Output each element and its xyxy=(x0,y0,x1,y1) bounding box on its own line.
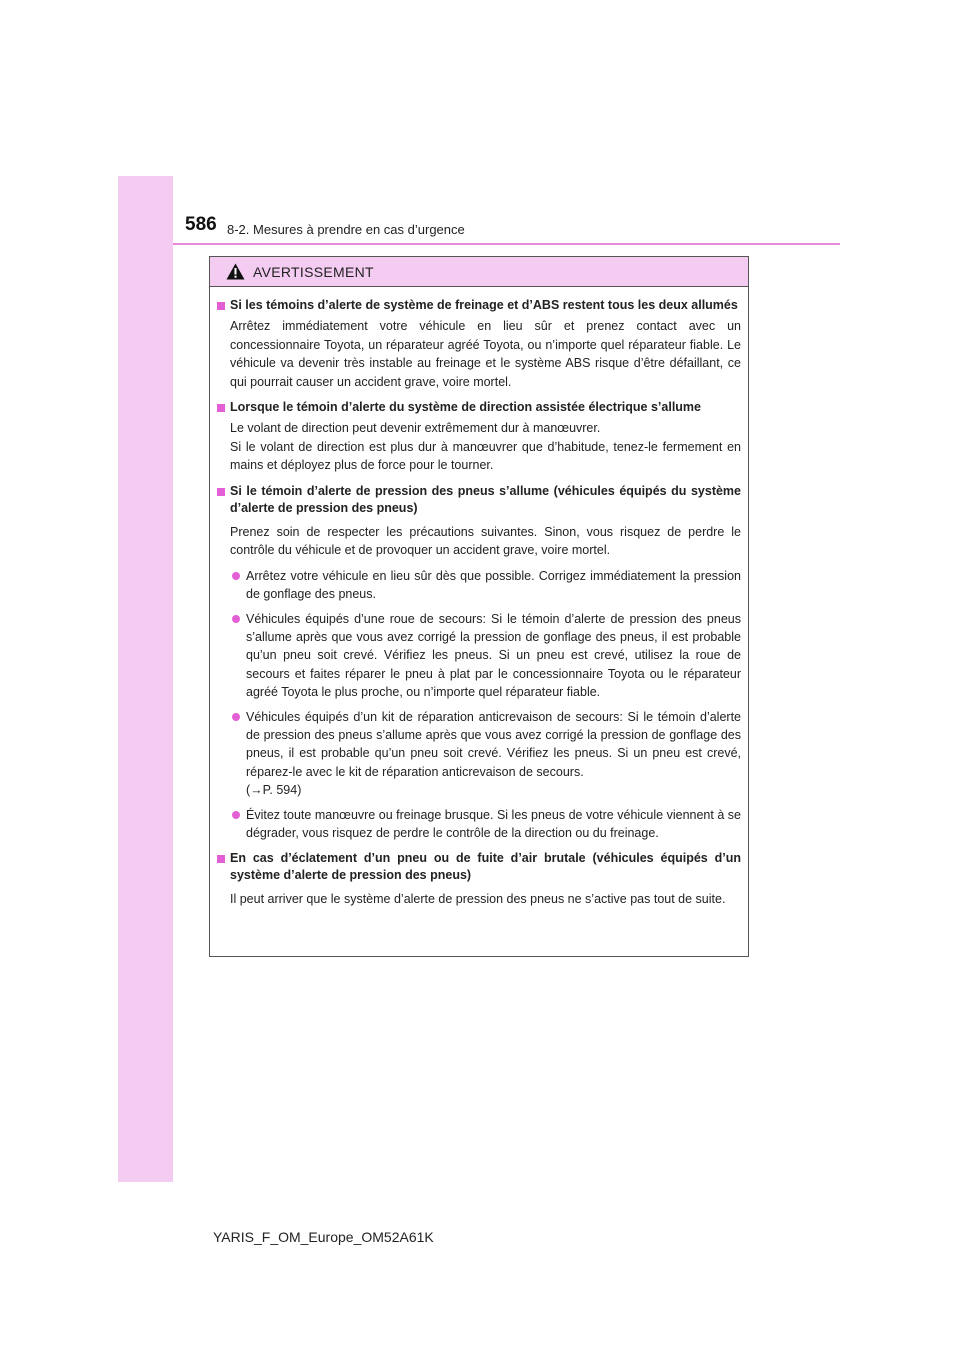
square-bullet-icon xyxy=(217,488,225,496)
section-paragraph: Arrêtez immédiatement votre véhicule en lieu sûr et prenez contact avec un concessionnaire Toyota, un réparateur agréé Toyota, ou n’importe quel réparateur fiable. Le véhicule va devenir très instable au freinage et le système ABS risque d’être défaillant, ce qui pourrait causer un accident grave, voire mortel. xyxy=(230,319,741,389)
warning-body xyxy=(210,287,748,909)
chapter-side-tab xyxy=(118,176,173,1182)
list-item-text: Véhicules équipés d’une roue de secours: Si le témoin d’alerte de pression des pneus s’allume après que vous avez corrigé la pression de gonflage des pneus, il est probable qu’un pneu soit crevé. Vérifiez les pneus. Si un pneu est crevé, utilisez la roue de secours et faites réparer le pneu à plat par le concessionnaire Toyota ou le réparateur agréé Toyota le plus proche, ou n’importe quel réparateur fiable. xyxy=(246,611,741,699)
square-bullet-icon xyxy=(217,404,225,412)
warning-triangle-icon xyxy=(226,263,245,280)
warning-section-tire-pressure xyxy=(217,483,741,843)
section-heading: Si les témoins d’alerte de système de freinage et d’ABS restent tous les deux allumés xyxy=(230,298,738,312)
list-item xyxy=(232,708,741,799)
page-reference-link[interactable]: (→P. 594) xyxy=(246,782,302,797)
page-number: 586 xyxy=(185,214,217,235)
section-paragraph: Le volant de direction peut devenir extrêmement dur à manœuvrer. xyxy=(230,421,601,435)
document-code: YARIS_F_OM_Europe_OM52A61K xyxy=(213,1229,434,1245)
list-item-text: Véhicules équipés d’un kit de réparation anticrevaison de secours: Si le témoin d’alerte de pression des pneus s’allume après que vous avez corrigé la pression de gonflage des pneus, il est probable qu’un pneu soit crevé. Vérifiez les pneus. Si un pneu est crevé, réparez-le avec le kit de réparation anticrevaison de secours. xyxy=(246,709,741,779)
list-item xyxy=(232,806,741,842)
round-bullet-icon xyxy=(232,615,240,623)
section-heading: Si le témoin d’alerte de pression des pneus s’allume (véhicules équipés du système d’alerte de pression des pneus) xyxy=(230,483,741,515)
list-item xyxy=(232,567,741,603)
square-bullet-icon xyxy=(217,855,225,863)
warning-section-brake-abs xyxy=(217,297,741,391)
round-bullet-icon xyxy=(232,713,240,721)
section-paragraph: Il peut arriver que le système d’alerte de pression des pneus ne s’active pas tout de suite. xyxy=(230,892,726,907)
section-heading: Lorsque le témoin d’alerte du système de direction assistée électrique s’allume xyxy=(230,400,702,414)
round-bullet-icon xyxy=(232,572,240,580)
section-paragraph: Prenez soin de respecter les précautions suivantes. Sinon, vous risquez de perdre le contrôle du véhicule et de provoquer un accident grave, voire mortel. xyxy=(230,524,741,557)
header-rule xyxy=(173,243,840,245)
warning-title: AVERTISSEMENT xyxy=(253,263,374,280)
warning-section-power-steering xyxy=(217,399,741,475)
list-item xyxy=(232,610,741,701)
square-bullet-icon xyxy=(217,302,225,310)
section-heading: En cas d’éclatement d’un pneu ou de fuite d’air brutale (véhicules équipés d’un système d’alerte de pression des pneus) xyxy=(230,851,741,883)
section-title: 8-2. Mesures à prendre en cas d’urgence xyxy=(227,222,465,237)
warning-header xyxy=(210,257,748,287)
section-paragraph: Si le volant de direction est plus dur à manœuvrer que d’habitude, tenez-le fermement en mains et déployez plus de force pour le tourner. xyxy=(230,439,741,472)
round-bullet-icon xyxy=(232,811,240,819)
warning-box xyxy=(209,256,749,957)
warning-section-tire-burst xyxy=(217,850,741,909)
list-item-text: Évitez toute manœuvre ou freinage brusque. Si les pneus de votre véhicule viennent à se dégrader, vous risquez de perdre le contrôle de la direction ou du freinage. xyxy=(246,807,741,841)
list-item-text: Arrêtez votre véhicule en lieu sûr dès que possible. Corrigez immédiatement la pression de gonflage des pneus. xyxy=(246,568,741,601)
